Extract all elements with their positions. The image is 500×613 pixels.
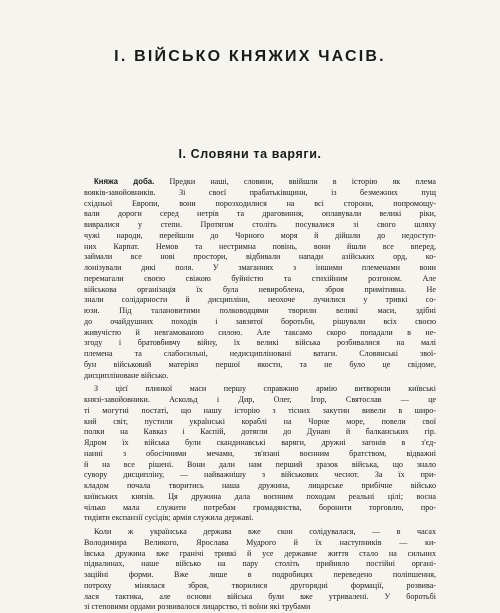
paragraph-2-line: Ядром їх війська були скандинавські варяги, дружні загонів в з'єд- (84, 438, 436, 447)
section-title: І. Словяни та варяги. (178, 147, 322, 161)
paragraph-1-line: до очайдушних походів і завзятої боротьби, рішували всіх своєю (84, 316, 436, 326)
paragraph-1-line: них Карпат. Немов та нестримна повінь, вони йшли все вперед, (84, 241, 436, 251)
paragraph-3-line: підвалинах, наше військо на пару століть прийняло постійні органі- (84, 559, 436, 569)
paragraph-1-line: військова організація їх була невиробленa, зброя примітивна. Не (84, 284, 436, 294)
paragraph-2-line: нанні з обосічними мечами, зв'язані воєнним братством, відважні (84, 448, 436, 458)
paragraph-1-line: живучістю й невгамованою силою. Але таксамо скоро попадали в не- (84, 327, 436, 337)
paragraph-1-line: знали солідарности й дисципліни, неохоче лучилися у тривкі со- (84, 295, 436, 305)
body-text (84, 177, 436, 613)
paragraph-2-line: кий світ, пустили українські кораблі на Чорне море, повели свої (84, 416, 436, 426)
paragraph-1-line: чужі народи, перейшли до Чорного моря й дійшли до недоступ- (84, 230, 436, 240)
paragraph-2-line: кладом почала творитись наша дружина, лицарське прибічне військо (84, 481, 436, 490)
paragraph-1-line: дисципліноване військо. (84, 370, 169, 380)
paragraph-1-line: бун військовий матеріял першої якости, та не було це свідоме, (84, 359, 436, 369)
paragraph-2-line: сувору дисципліну, — найважнішу з військових чеснот. За їх при- (84, 470, 436, 480)
paragraph-1-line: юзи. Під талановитими полководцями творили великі маси, здібні (84, 306, 436, 315)
paragraph-2-line: тидіяти експанзії сусідів; армія служила державі. (84, 513, 254, 523)
paragraph-3-line: Коли ж українська держава вже скон солідувалася, — в часах (94, 527, 436, 536)
paragraph-2-line: чілько мала служити потребам громадянства, боронити торговлю, про- (84, 502, 436, 512)
paragraph-3-line: потроху мінялася зброя, творилися другорядні формації, розвива- (84, 580, 436, 590)
lead-word: Княжа доба. (94, 177, 155, 186)
paragraph-2-line: київських князів. Ця дружина дала воєнним походам реальні цілі; восна (84, 491, 436, 501)
paragraph-2-line: й на все рішені. Вони дали нам перший зразок війська, що знало (84, 459, 436, 469)
paragraph-1-line: займали все нові простори, відбивали напади азійських орд, ко- (84, 252, 436, 262)
paragraph-3-line: лася тактика, але основи війська були вже утривалені. У боротьбі (84, 591, 436, 601)
chapter-title: І. ВІЙСЬКО КНЯЖИХ ЧАСІВ. (114, 48, 386, 65)
paragraph-1-line: лонізували дикі поля. У змаганнях з іншими племенами вони (84, 263, 436, 272)
paragraph-3-line: заційні форми. Вже лише в подробицях переведено поліпшення, (84, 570, 436, 579)
paragraph-2-line: князі-завойовники. Аскольд і Дир, Олег, Ігор, Святослав — це (84, 395, 436, 404)
paragraph-2-line: З цієї плинкої маси першу справжню армію витворили київські (94, 384, 436, 394)
paragraph-1-line: вояків-завойовників. Зі своєї прабатьківщини, із безмежних пущ (84, 187, 436, 197)
paragraph-1-line: перемагали своєю свіжою буйністю та стихійним розгоном. Але (84, 273, 436, 283)
paragraph-1-line: вали дороги серед нетрів та драговиння, оплавували великі ріки, (84, 209, 436, 219)
first-line (84, 177, 436, 188)
paragraph-1-line: плeмена та слабосильні, недисципліновані ватаги. Словянські звої- (84, 349, 436, 358)
lead-rest: Предки наші, словяни, ввійшли в історію як плема (169, 177, 436, 186)
paragraph-1-line: згоду і братовбивчу війну, їх великі війська розбивалися на малі (84, 338, 436, 348)
paragraph-1-line: вивралися у степи. Протягом століть посувалися зі свого шляху (84, 220, 436, 229)
paragraph-2-line: полки на Кавказ і Каспій, дотягли до Дунаю й балканських гір. (84, 427, 436, 437)
paragraph-2-line: ті могутні постаті, що нашу історію з тісних закутин вивели в широ- (84, 405, 436, 415)
paragraph-3-line: зі степовими ордами розвивалося лицарство, ті воїни які трубами (84, 602, 311, 612)
paragraph-3-line: Володимира Великого, Ярослава Мудрого й їх наступників — ки- (84, 537, 436, 547)
paragraph-1-line: східньої Европи, вони порозходилися на всі сторони, попромощу- (84, 198, 436, 208)
paragraph-3-line: ївська дружина вже гранiчі тривкі й усе державне життя стало на сильних (84, 548, 436, 558)
